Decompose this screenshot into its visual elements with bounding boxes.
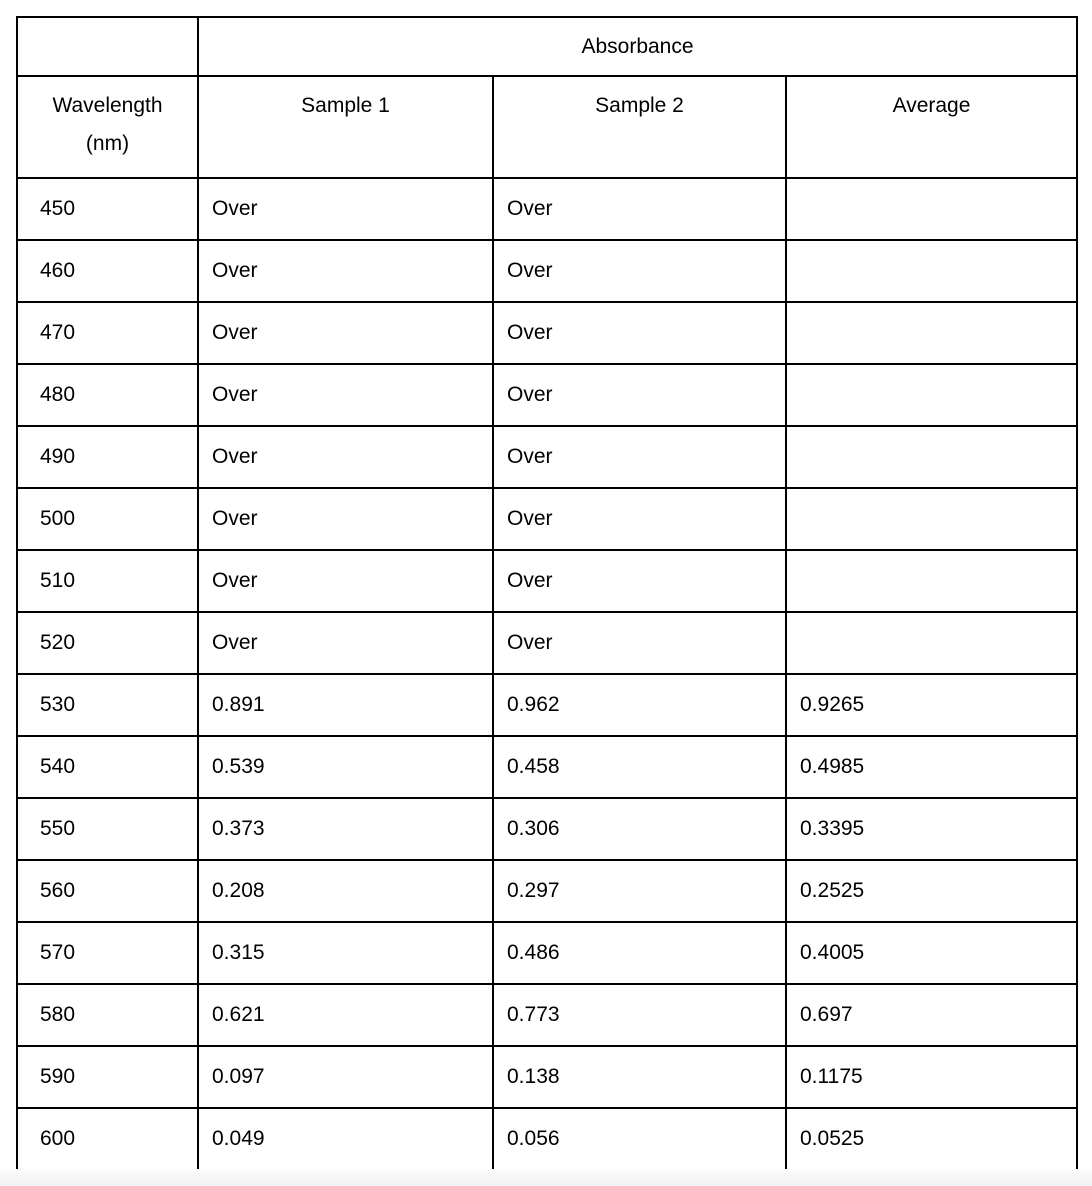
cell-sample2: Over xyxy=(493,240,786,302)
group-header-row xyxy=(17,17,1077,76)
table-row xyxy=(17,984,1077,1046)
wavelength-header-line1: Wavelength xyxy=(52,94,163,117)
cell-average xyxy=(786,488,1077,550)
cell-sample2: 0.773 xyxy=(493,984,786,1046)
cell-sample1: Over xyxy=(198,550,493,612)
column-header-row xyxy=(17,76,1077,178)
cell-sample2: 0.486 xyxy=(493,922,786,984)
cell-sample2: 0.138 xyxy=(493,1046,786,1108)
cell-average: 0.4005 xyxy=(786,922,1077,984)
cell-wavelength: 510 xyxy=(17,550,198,612)
cell-sample1: 0.208 xyxy=(198,860,493,922)
sample1-column-header: Sample 1 xyxy=(198,76,493,178)
cell-sample1: 0.891 xyxy=(198,674,493,736)
table-row xyxy=(17,612,1077,674)
cell-sample2: Over xyxy=(493,364,786,426)
table-row xyxy=(17,798,1077,860)
table-row xyxy=(17,1108,1077,1170)
cell-wavelength: 560 xyxy=(17,860,198,922)
cell-average: 0.697 xyxy=(786,984,1077,1046)
table-row xyxy=(17,922,1077,984)
cell-average: 0.0525 xyxy=(786,1108,1077,1170)
cell-sample2: Over xyxy=(493,178,786,240)
table-header xyxy=(17,17,1077,178)
cell-average: 0.3395 xyxy=(786,798,1077,860)
cell-wavelength: 450 xyxy=(17,178,198,240)
cell-wavelength: 570 xyxy=(17,922,198,984)
cell-sample2: 0.306 xyxy=(493,798,786,860)
cell-sample2: 0.962 xyxy=(493,674,786,736)
cell-sample2: 0.458 xyxy=(493,736,786,798)
cell-wavelength: 520 xyxy=(17,612,198,674)
table-row xyxy=(17,736,1077,798)
cell-average xyxy=(786,178,1077,240)
cell-wavelength: 540 xyxy=(17,736,198,798)
cell-sample2: Over xyxy=(493,302,786,364)
cell-average: 0.2525 xyxy=(786,860,1077,922)
cell-sample2: Over xyxy=(493,550,786,612)
cell-average: 0.4985 xyxy=(786,736,1077,798)
cell-sample1: 0.049 xyxy=(198,1108,493,1170)
cell-wavelength: 500 xyxy=(17,488,198,550)
cell-average xyxy=(786,550,1077,612)
cell-average xyxy=(786,612,1077,674)
cell-sample1: 0.097 xyxy=(198,1046,493,1108)
cell-average xyxy=(786,302,1077,364)
table-row xyxy=(17,364,1077,426)
average-column-header: Average xyxy=(786,76,1077,178)
cell-wavelength: 550 xyxy=(17,798,198,860)
cell-sample1: 0.373 xyxy=(198,798,493,860)
cell-sample1: Over xyxy=(198,240,493,302)
corner-empty-cell xyxy=(17,17,198,76)
page-bottom-edge xyxy=(0,1169,1092,1186)
cell-average: 0.9265 xyxy=(786,674,1077,736)
cell-average xyxy=(786,240,1077,302)
table-row xyxy=(17,426,1077,488)
wavelength-header-line2: (nm) xyxy=(85,131,130,155)
cell-average xyxy=(786,426,1077,488)
cell-wavelength: 480 xyxy=(17,364,198,426)
table-row xyxy=(17,550,1077,612)
wavelength-column-header xyxy=(17,76,198,178)
cell-sample1: Over xyxy=(198,178,493,240)
cell-sample1: 0.621 xyxy=(198,984,493,1046)
absorbance-table xyxy=(16,16,1078,1171)
cell-average: 0.1175 xyxy=(786,1046,1077,1108)
cell-wavelength: 490 xyxy=(17,426,198,488)
cell-sample1: Over xyxy=(198,488,493,550)
cell-sample1: 0.315 xyxy=(198,922,493,984)
table-row xyxy=(17,860,1077,922)
sample2-column-header: Sample 2 xyxy=(493,76,786,178)
table-row xyxy=(17,488,1077,550)
cell-wavelength: 530 xyxy=(17,674,198,736)
cell-sample2: 0.056 xyxy=(493,1108,786,1170)
cell-wavelength: 470 xyxy=(17,302,198,364)
cell-wavelength: 460 xyxy=(17,240,198,302)
table-row xyxy=(17,302,1077,364)
cell-sample2: Over xyxy=(493,488,786,550)
table-row xyxy=(17,240,1077,302)
cell-sample1: 0.539 xyxy=(198,736,493,798)
table-row xyxy=(17,674,1077,736)
cell-sample1: Over xyxy=(198,302,493,364)
cell-sample2: Over xyxy=(493,426,786,488)
cell-wavelength: 580 xyxy=(17,984,198,1046)
cell-sample1: Over xyxy=(198,612,493,674)
absorbance-group-header: Absorbance xyxy=(198,17,1077,76)
cell-sample1: Over xyxy=(198,364,493,426)
table-row xyxy=(17,178,1077,240)
table-body xyxy=(17,178,1077,1170)
cell-wavelength: 590 xyxy=(17,1046,198,1108)
cell-sample2: 0.297 xyxy=(493,860,786,922)
table-row xyxy=(17,1046,1077,1108)
cell-sample2: Over xyxy=(493,612,786,674)
cell-wavelength: 600 xyxy=(17,1108,198,1170)
cell-sample1: Over xyxy=(198,426,493,488)
cell-average xyxy=(786,364,1077,426)
